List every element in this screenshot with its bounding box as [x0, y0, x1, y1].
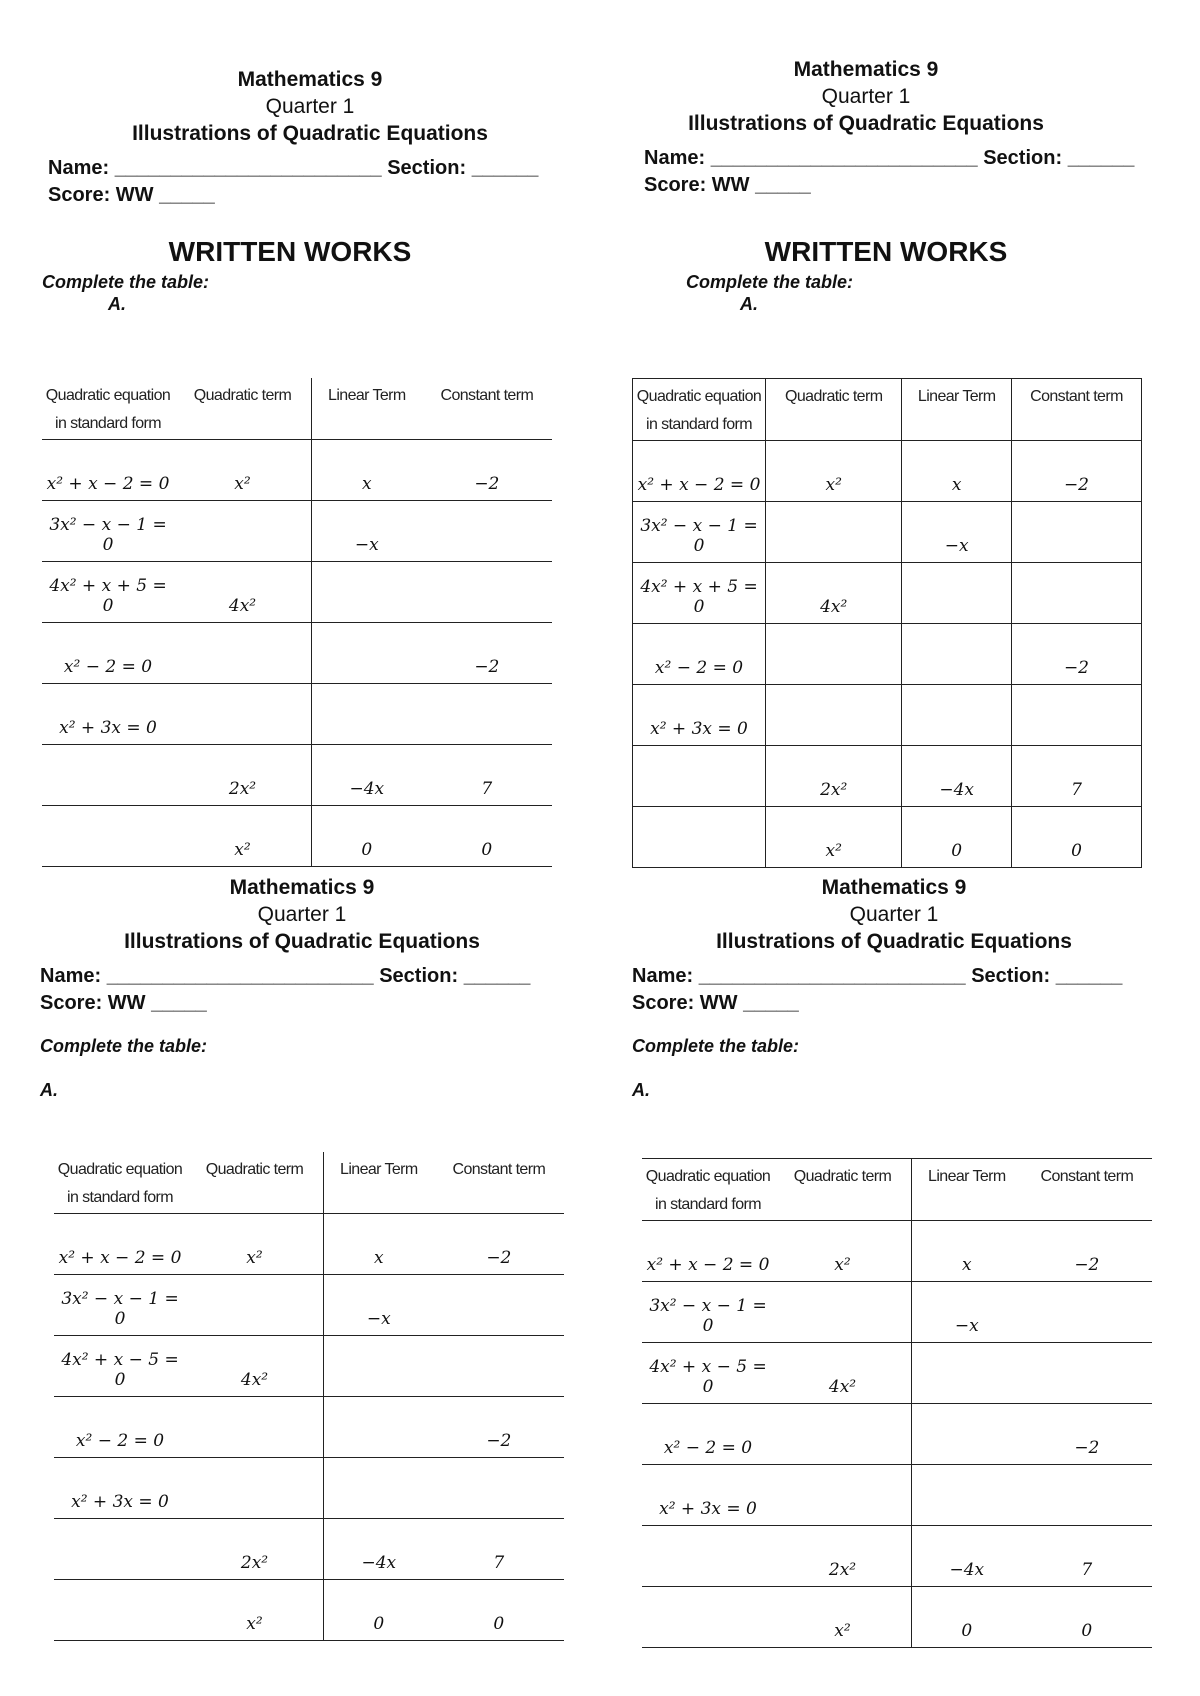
section-label: Section: [983, 147, 1063, 169]
table-row [42, 684, 552, 745]
name-field[interactable]: ________________________ [114, 157, 382, 179]
column-header: Quadratic term [186, 1152, 323, 1214]
blank-cell[interactable] [54, 1580, 186, 1641]
name-label: Name: [644, 147, 706, 169]
blank-cell[interactable] [186, 1458, 323, 1519]
quarter-label: Quarter 1 [849, 903, 939, 926]
worksheet-top-left [30, 66, 590, 315]
table-cell: x² − 2 = 0 [54, 1397, 186, 1458]
quarter-label: Quarter 1 [265, 95, 355, 118]
blank-cell[interactable] [1011, 563, 1141, 624]
blank-cell[interactable] [633, 807, 766, 868]
table-header-row [54, 1152, 564, 1214]
part-label: A. [632, 1080, 650, 1100]
column-header: Linear Term [902, 379, 1012, 441]
table-cell: x² + x − 2 = 0 [42, 440, 174, 501]
name-field[interactable]: ________________________ [710, 147, 978, 169]
section-field[interactable]: ______ [1055, 965, 1123, 987]
instruction-text: Complete the table: [686, 272, 854, 292]
blank-cell[interactable] [174, 501, 311, 562]
topic-title: Illustrations of Quadratic Equations [716, 930, 1072, 953]
part-label: A. [108, 294, 126, 314]
part-label: A. [740, 294, 758, 314]
column-header: Constant term [1022, 1159, 1152, 1221]
table-header-row [633, 379, 1142, 441]
name-section-line [48, 155, 590, 182]
column-header: Quadratic equation in standard form [633, 379, 766, 441]
table-cell: −2 [1022, 1404, 1152, 1465]
name-label: Name: [48, 157, 110, 179]
blank-cell[interactable] [434, 1275, 564, 1336]
table-cell: 4x² + x − 5 = 0 [642, 1343, 774, 1404]
blank-cell[interactable] [323, 1336, 433, 1397]
name-section-line [40, 963, 582, 990]
table-cell: x² [766, 441, 902, 502]
table-cell: 7 [1011, 746, 1141, 807]
table-row [42, 623, 552, 684]
worksheet-bottom-right [614, 874, 1174, 1101]
table-cell: 4x² + x − 5 = 0 [54, 1336, 186, 1397]
table-row [633, 624, 1142, 685]
column-header: Quadratic term [174, 378, 311, 440]
table-row [54, 1580, 564, 1641]
column-header: Quadratic equation in standard form [642, 1159, 774, 1221]
table-row [633, 441, 1142, 502]
table-cell: x² [174, 806, 311, 867]
score-field[interactable]: _____ [159, 184, 215, 206]
table-cell: 4x² + x + 5 = 0 [42, 562, 174, 623]
table-cell: x² + x − 2 = 0 [54, 1214, 186, 1275]
worksheet-top-right [626, 56, 1186, 315]
table-row [54, 1397, 564, 1458]
blank-cell[interactable] [434, 1336, 564, 1397]
blank-cell[interactable] [434, 1458, 564, 1519]
table-cell: −2 [422, 440, 552, 501]
score-field[interactable]: _____ [151, 992, 207, 1014]
name-section-line [632, 963, 1174, 990]
table-cell: 3x² − x − 1 = 0 [633, 502, 766, 563]
written-works-heading: WRITTEN WORKS [168, 236, 412, 267]
score-line [632, 990, 1174, 1017]
name-label: Name: [40, 965, 102, 987]
score-label: Score: WW [632, 992, 738, 1014]
blank-cell[interactable] [1011, 502, 1141, 563]
table-row [42, 562, 552, 623]
table-cell: −2 [1022, 1221, 1152, 1282]
table-row [633, 746, 1142, 807]
table-cell: x² − 2 = 0 [42, 623, 174, 684]
table-cell: 0 [323, 1580, 433, 1641]
table-cell: 0 [422, 806, 552, 867]
table-cell: 7 [1022, 1526, 1152, 1587]
blank-cell[interactable] [902, 685, 1012, 746]
table-cell: 3x² − x − 1 = 0 [42, 501, 174, 562]
blank-cell[interactable] [42, 745, 174, 806]
table-row [42, 806, 552, 867]
instruction-text: Complete the table: [632, 1036, 800, 1056]
blank-cell[interactable] [1022, 1343, 1152, 1404]
section-label: Section: [971, 965, 1051, 987]
blank-cell[interactable] [174, 623, 311, 684]
subject-title: Mathematics 9 [237, 68, 383, 91]
table-cell: −x [311, 501, 421, 562]
written-works-heading: WRITTEN WORKS [764, 236, 1008, 267]
blank-cell[interactable] [1011, 685, 1141, 746]
table-row [633, 563, 1142, 624]
score-label: Score: WW [48, 184, 154, 206]
table-cell: x [911, 1221, 1021, 1282]
blank-cell[interactable] [1022, 1282, 1152, 1343]
name-field[interactable]: ________________________ [698, 965, 966, 987]
column-header: Linear Term [323, 1152, 433, 1214]
table-cell: x² [186, 1214, 323, 1275]
section-label: Section: [387, 157, 467, 179]
blank-cell[interactable] [1022, 1465, 1152, 1526]
quarter-label: Quarter 1 [257, 903, 347, 926]
name-section-line [644, 145, 1186, 172]
name-field[interactable]: ________________________ [106, 965, 374, 987]
blank-cell[interactable] [323, 1458, 433, 1519]
table-row [54, 1458, 564, 1519]
table-cell: x² − 2 = 0 [642, 1404, 774, 1465]
table-row [42, 501, 552, 562]
table-cell: 2x² [174, 745, 311, 806]
section-label: Section: [379, 965, 459, 987]
blank-cell[interactable] [422, 684, 552, 745]
subject-title: Mathematics 9 [229, 876, 375, 899]
table-row [642, 1404, 1152, 1465]
table-cell: x² [766, 807, 902, 868]
table-row [642, 1343, 1152, 1404]
blank-cell[interactable] [422, 501, 552, 562]
quadratic-table [632, 378, 1142, 868]
table-cell: 0 [911, 1587, 1021, 1648]
blank-cell[interactable] [902, 624, 1012, 685]
blank-cell[interactable] [911, 1465, 1021, 1526]
table-cell: x² + 3x = 0 [642, 1465, 774, 1526]
blank-cell[interactable] [311, 623, 421, 684]
table-cell: x [902, 441, 1012, 502]
table-cell: −2 [1011, 441, 1141, 502]
blank-cell[interactable] [766, 624, 902, 685]
table-row [54, 1214, 564, 1275]
table-cell: x² [774, 1221, 911, 1282]
table-row [633, 685, 1142, 746]
table-cell: −4x [902, 746, 1012, 807]
topic-title: Illustrations of Quadratic Equations [688, 112, 1044, 135]
table-cell: 0 [434, 1580, 564, 1641]
table-cell: 7 [434, 1519, 564, 1580]
table-header-row [642, 1159, 1152, 1221]
score-label: Score: WW [644, 174, 750, 196]
blank-cell[interactable] [422, 562, 552, 623]
blank-cell[interactable] [633, 746, 766, 807]
table-cell: x² [174, 440, 311, 501]
table-cell: x² + 3x = 0 [42, 684, 174, 745]
blank-cell[interactable] [42, 806, 174, 867]
table-cell: −x [323, 1275, 433, 1336]
quadratic-table [42, 378, 552, 867]
column-header: Quadratic equation in standard form [54, 1152, 186, 1214]
blank-cell[interactable] [323, 1397, 433, 1458]
column-header: Constant term [434, 1152, 564, 1214]
topic-title: Illustrations of Quadratic Equations [124, 930, 480, 953]
table-row [642, 1282, 1152, 1343]
score-line [40, 990, 582, 1017]
table-cell: x² + x − 2 = 0 [633, 441, 766, 502]
worksheet-bottom-left [22, 874, 582, 1101]
column-header: Linear Term [911, 1159, 1021, 1221]
score-line [48, 182, 590, 209]
table-cell: 0 [902, 807, 1012, 868]
blank-cell[interactable] [311, 562, 421, 623]
column-header: Quadratic equation in standard form [42, 378, 174, 440]
blank-cell[interactable] [642, 1526, 774, 1587]
table-cell: 4x² [766, 563, 902, 624]
score-line [644, 172, 1186, 199]
quadratic-table [54, 1152, 564, 1641]
table-cell: 0 [311, 806, 421, 867]
blank-cell[interactable] [911, 1343, 1021, 1404]
table-cell: 4x² [186, 1336, 323, 1397]
table-cell: 0 [1011, 807, 1141, 868]
table-header-row [42, 378, 552, 440]
table-row [633, 807, 1142, 868]
table-cell: 2x² [766, 746, 902, 807]
blank-cell[interactable] [642, 1587, 774, 1648]
blank-cell[interactable] [774, 1404, 911, 1465]
quarter-label: Quarter 1 [821, 85, 911, 108]
quadratic-table [642, 1158, 1152, 1648]
table-cell: −x [902, 502, 1012, 563]
table-cell: 0 [1022, 1587, 1152, 1648]
table-cell: −2 [1011, 624, 1141, 685]
table-cell: −4x [311, 745, 421, 806]
blank-cell[interactable] [186, 1397, 323, 1458]
table-cell: x² [186, 1580, 323, 1641]
table-row [54, 1519, 564, 1580]
column-header: Constant term [422, 378, 552, 440]
subject-title: Mathematics 9 [821, 876, 967, 899]
table-row [42, 745, 552, 806]
table-cell: x² + 3x = 0 [633, 685, 766, 746]
table-cell: 3x² − x − 1 = 0 [642, 1282, 774, 1343]
table-cell: 3x² − x − 1 = 0 [54, 1275, 186, 1336]
table-cell: x² + x − 2 = 0 [642, 1221, 774, 1282]
table-cell: −x [911, 1282, 1021, 1343]
table-cell: x [323, 1214, 433, 1275]
table-cell: x² + 3x = 0 [54, 1458, 186, 1519]
blank-cell[interactable] [911, 1404, 1021, 1465]
table-cell: −2 [422, 623, 552, 684]
instruction-text: Complete the table: [42, 272, 210, 292]
table-cell: x [311, 440, 421, 501]
blank-cell[interactable] [766, 685, 902, 746]
table-row [642, 1221, 1152, 1282]
table-row [642, 1465, 1152, 1526]
column-header: Quadratic term [774, 1159, 911, 1221]
table-row [54, 1275, 564, 1336]
section-field[interactable]: ______ [1067, 147, 1135, 169]
part-label: A. [40, 1080, 58, 1100]
table-cell: 2x² [774, 1526, 911, 1587]
score-field[interactable]: _____ [755, 174, 811, 196]
table-cell: 2x² [186, 1519, 323, 1580]
table-row [54, 1336, 564, 1397]
table-cell: x² − 2 = 0 [633, 624, 766, 685]
table-cell: −2 [434, 1214, 564, 1275]
table-cell: 7 [422, 745, 552, 806]
table-cell: x² [774, 1587, 911, 1648]
blank-cell[interactable] [774, 1465, 911, 1526]
column-header: Quadratic term [766, 379, 902, 441]
table-row [42, 440, 552, 501]
table-cell: −4x [323, 1519, 433, 1580]
table-cell: 4x² [174, 562, 311, 623]
blank-cell[interactable] [902, 563, 1012, 624]
subject-title: Mathematics 9 [793, 58, 939, 81]
table-cell: 4x² + x + 5 = 0 [633, 563, 766, 624]
blank-cell[interactable] [186, 1275, 323, 1336]
table-row [633, 502, 1142, 563]
table-cell: −2 [434, 1397, 564, 1458]
score-label: Score: WW [40, 992, 146, 1014]
table-cell: −4x [911, 1526, 1021, 1587]
blank-cell[interactable] [766, 502, 902, 563]
table-row [642, 1526, 1152, 1587]
section-field[interactable]: ______ [463, 965, 531, 987]
blank-cell[interactable] [311, 684, 421, 745]
score-field[interactable]: _____ [743, 992, 799, 1014]
blank-cell[interactable] [774, 1282, 911, 1343]
column-header: Linear Term [311, 378, 421, 440]
column-header: Constant term [1011, 379, 1141, 441]
section-field[interactable]: ______ [471, 157, 539, 179]
instruction-text: Complete the table: [40, 1036, 208, 1056]
table-row [642, 1587, 1152, 1648]
topic-title: Illustrations of Quadratic Equations [132, 122, 488, 145]
blank-cell[interactable] [54, 1519, 186, 1580]
name-label: Name: [632, 965, 694, 987]
table-cell: 4x² [774, 1343, 911, 1404]
blank-cell[interactable] [174, 684, 311, 745]
